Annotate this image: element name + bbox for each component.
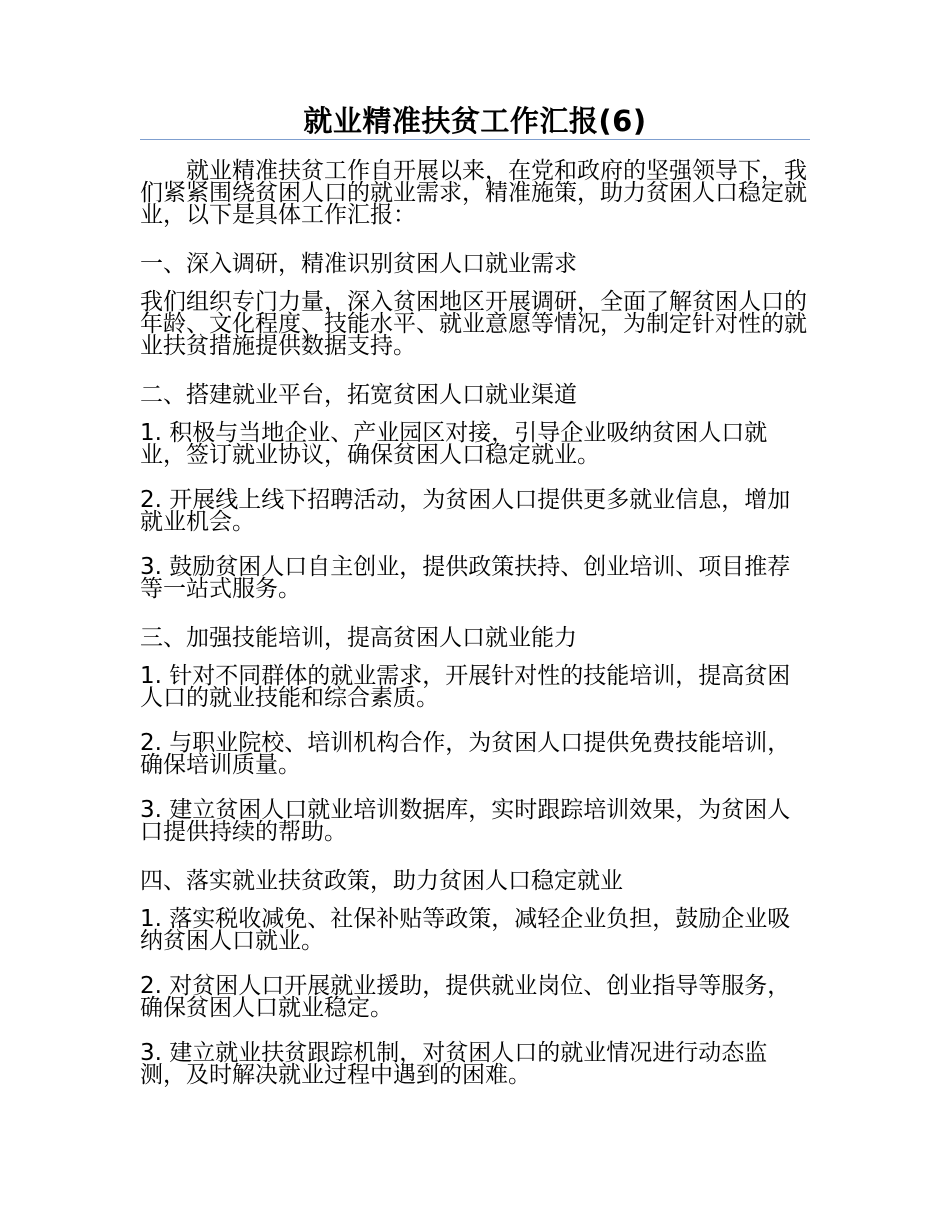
section-2-item-3: 3. 鼓励贫困人口自主创业，提供政策扶持、创业培训、项目推荐等一站式服务。 (140, 554, 791, 602)
section-3-item-3: 3. 建立贫困人口就业培训数据库，实时跟踪培训效果，为贫困人口提供持续的帮助。 (140, 797, 791, 845)
section-1-paragraph-1: 我们组织专门力量，深入贫困地区开展调研，全面了解贫困人口的年龄、文化程度、技能水平、就业意愿等情况，为制定针对性的就业扶贫措施提供数据支持。 (140, 289, 807, 359)
section-4-item-1: 1. 落实税收减免、社保补贴等政策，减轻企业负担，鼓励企业吸纳贫困人口就业。 (140, 906, 791, 954)
section-3-item-1: 1. 针对不同群体的就业需求，开展针对性的技能培训，提高贫困人口的就业技能和综合素质。 (140, 663, 791, 711)
document-body (140, 160, 810, 1109)
section-heading-2: 二、搭建就业平台，拓宽贫困人口就业渠道 (140, 382, 577, 408)
section-2-item-1: 1. 积极与当地企业、产业园区对接，引导企业吸纳贫困人口就业，签订就业协议，确保贫困人口稳定就业。 (140, 420, 768, 468)
section-2-item-2: 2. 开展线上线下招聘活动，为贫困人口提供更多就业信息，增加就业机会。 (140, 487, 791, 535)
title-underline (140, 139, 810, 140)
section-heading-1: 一、深入调研，精准识别贫困人口就业需求 (140, 251, 577, 277)
section-4-item-3: 3. 建立就业扶贫跟踪机制，对贫困人口的就业情况进行动态监测，及时解决就业过程中遇到的困难。 (140, 1040, 768, 1088)
intro-paragraph: 就业精准扶贫工作自开展以来，在党和政府的坚强领导下，我们紧紧围绕贫困人口的就业需求，精准施策，助力贫困人口稳定就业，以下是具体工作汇报： (140, 158, 807, 228)
section-heading-3: 三、加强技能培训，提高贫困人口就业能力 (140, 625, 577, 651)
document-title: 就业精准扶贫工作汇报(6) (303, 104, 647, 138)
section-3-item-2: 2. 与职业院校、培训机构合作，为贫困人口提供免费技能培训，确保培训质量。 (140, 730, 791, 778)
section-heading-4: 四、落实就业扶贫政策，助力贫困人口稳定就业 (140, 868, 623, 894)
section-4-item-2: 2. 对贫困人口开展就业援助，提供就业岗位、创业指导等服务，确保贫困人口就业稳定。 (140, 973, 791, 1021)
